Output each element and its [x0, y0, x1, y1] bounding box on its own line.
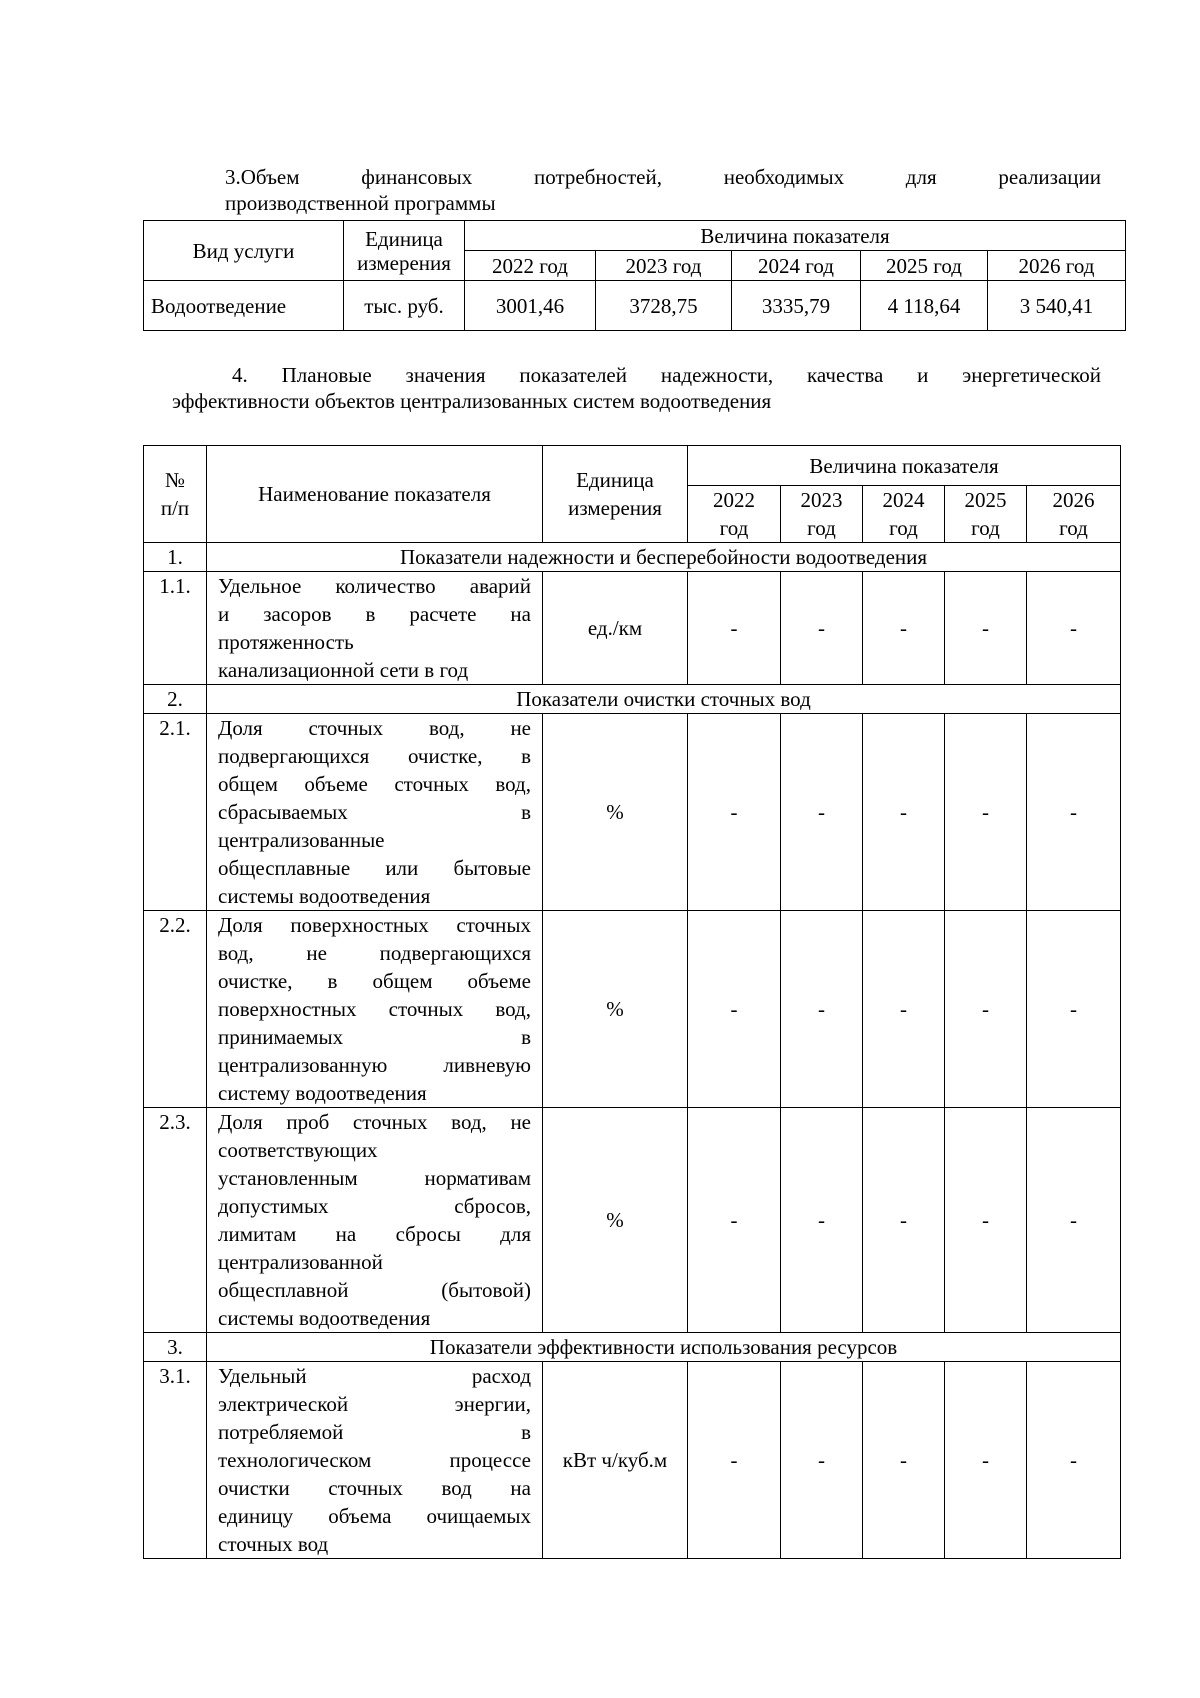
indicator-name-line: Доля сточных вод, не — [218, 716, 531, 740]
year-header: 2024 год — [732, 251, 861, 281]
value-cell: 4 118,64 — [861, 281, 988, 331]
indicator-name-line: технологическом процессе — [218, 1448, 531, 1472]
financial-needs-table — [143, 220, 1126, 331]
indicator-name-line: допустимых сбросов, — [218, 1194, 531, 1218]
indicator-name-line: сточных вод — [218, 1532, 329, 1556]
indicator-name-line: общем объеме сточных вод, — [218, 772, 531, 796]
section-3-heading-line-1: 3.Объем финансовых потребностей, необходимых для реализации — [225, 165, 1101, 189]
unit-header — [344, 221, 465, 281]
section-4-heading-line-1: 4. Плановые значения показателей надежности, качества и энергетической — [232, 363, 1101, 387]
table-row — [144, 1362, 1121, 1559]
section-row — [144, 543, 1121, 572]
year-header: 2026 год — [988, 251, 1126, 281]
indicator-name-line: единицу объема очищаемых — [218, 1504, 531, 1528]
indicator-name-line: и засоров в расчете на — [218, 602, 531, 626]
value-cell: - — [688, 1362, 781, 1559]
table-row — [144, 714, 1121, 911]
section-number: 1. — [144, 543, 207, 572]
indicator-name-line: общесплавные или бытовые — [218, 856, 531, 880]
indicator-value-header: Величина показателя — [688, 446, 1121, 486]
indicator-name — [207, 1108, 543, 1333]
unit-cell: тыс. руб. — [344, 281, 465, 331]
year-suffix: год — [719, 516, 749, 540]
unit-cell: кВт ч/куб.м — [543, 1362, 688, 1559]
row-number: 2.1. — [144, 714, 207, 911]
year-suffix: год — [889, 516, 918, 540]
value-cell: - — [781, 1108, 863, 1333]
indicator-name-line: Доля поверхностных сточных — [218, 913, 531, 937]
section-title: Показатели эффективности использования ресурсов — [207, 1333, 1121, 1362]
year-number: 2022 — [713, 488, 755, 512]
service-cell: Водоотведение — [144, 281, 344, 331]
indicator-name-line: поверхностных сточных вод, — [218, 997, 531, 1021]
value-cell: - — [945, 1362, 1027, 1559]
unit-header-line-1: Единица — [365, 226, 443, 251]
indicator-name-line: вод, не подвергающихся — [218, 941, 531, 965]
value-cell: - — [688, 1108, 781, 1333]
section-4-heading — [172, 362, 1101, 414]
year-header: 2022 год — [465, 251, 596, 281]
value-cell: - — [945, 572, 1027, 685]
service-type-header: Вид услуги — [144, 221, 344, 281]
indicator-name-line: канализационной сети в год — [218, 658, 469, 682]
value-cell: - — [863, 572, 945, 685]
indicator-name-line: систему водоотведения — [218, 1081, 427, 1105]
year-header — [781, 486, 863, 543]
indicator-name — [207, 714, 543, 911]
value-cell: - — [945, 714, 1027, 911]
indicator-name-line: очистке, в общем объеме — [218, 969, 531, 993]
value-cell: - — [863, 1108, 945, 1333]
section-title: Показатели надежности и бесперебойности водоотведения — [207, 543, 1121, 572]
year-number: 2026 — [1052, 488, 1095, 512]
indicator-name-line: централизованной — [218, 1250, 383, 1274]
section-row — [144, 685, 1121, 714]
indicator-name-line: Удельное количество аварий — [218, 574, 531, 598]
section-4-heading-line-2: эффективности объектов централизованных систем водоотведения — [172, 389, 772, 413]
indicator-name-line: установленным нормативам — [218, 1166, 531, 1190]
value-cell: - — [781, 714, 863, 911]
year-number: 2025 — [964, 488, 1007, 512]
table-row — [144, 572, 1121, 685]
value-cell: - — [781, 572, 863, 685]
value-cell: 3335,79 — [732, 281, 861, 331]
indicator-name-line: системы водоотведения — [218, 1306, 431, 1330]
year-header: 2025 год — [861, 251, 988, 281]
indicator-value-header: Величина показателя — [465, 221, 1126, 251]
row-number: 2.3. — [144, 1108, 207, 1333]
value-cell: - — [1027, 1362, 1121, 1559]
section-3-heading-line-2: производственной программы — [225, 191, 496, 215]
indicator-name-line: Доля проб сточных вод, не — [218, 1110, 531, 1134]
value-cell: - — [1027, 714, 1121, 911]
row-number: 3.1. — [144, 1362, 207, 1559]
value-cell: - — [1027, 1108, 1121, 1333]
value-cell: - — [945, 911, 1027, 1108]
value-cell: - — [688, 714, 781, 911]
value-cell: - — [945, 1108, 1027, 1333]
indicator-name-line: очистки сточных вод на — [218, 1476, 531, 1500]
indicator-name-line: централизованную ливневую — [218, 1053, 531, 1077]
number-header — [144, 446, 207, 543]
section-3-heading — [225, 164, 1101, 216]
value-cell: - — [688, 911, 781, 1108]
unit-header-line-2: измерения — [568, 496, 662, 520]
year-suffix: год — [971, 516, 1000, 540]
indicator-name-line: потребляемой в — [218, 1420, 531, 1444]
indicator-name — [207, 1362, 543, 1559]
unit-header — [543, 446, 688, 543]
value-cell: - — [1027, 911, 1121, 1108]
indicator-name-line: электрической энергии, — [218, 1392, 531, 1416]
unit-cell: % — [543, 714, 688, 911]
value-cell: - — [863, 1362, 945, 1559]
value-cell: - — [688, 572, 781, 685]
indicator-name — [207, 572, 543, 685]
row-number: 2.2. — [144, 911, 207, 1108]
year-header: 2023 год — [596, 251, 732, 281]
table-row — [144, 911, 1121, 1108]
number-header-line-2: п/п — [160, 496, 190, 520]
value-cell: 3728,75 — [596, 281, 732, 331]
year-header — [945, 486, 1027, 543]
year-number: 2023 — [800, 488, 843, 512]
value-cell: - — [863, 911, 945, 1108]
section-row — [144, 1333, 1121, 1362]
unit-header-line-2: измерения — [357, 250, 451, 275]
indicators-table — [143, 445, 1121, 1559]
row-number: 1.1. — [144, 572, 207, 685]
indicator-name-line: протяженность — [218, 630, 354, 654]
table-row — [144, 281, 1126, 331]
year-header — [1027, 486, 1121, 543]
indicator-name — [207, 911, 543, 1108]
value-cell: - — [781, 1362, 863, 1559]
indicator-name-line: централизованные — [218, 828, 385, 852]
indicator-name-line: системы водоотведения — [218, 884, 431, 908]
unit-cell: % — [543, 1108, 688, 1333]
year-suffix: год — [1059, 516, 1088, 540]
value-cell: - — [863, 714, 945, 911]
unit-cell: % — [543, 911, 688, 1108]
table-row — [144, 1108, 1121, 1333]
indicator-name-line: лимитам на сбросы для — [218, 1222, 531, 1246]
indicator-name-line: общесплавной (бытовой) — [218, 1278, 531, 1302]
section-title: Показатели очистки сточных вод — [207, 685, 1121, 714]
unit-cell: ед./км — [543, 572, 688, 685]
year-header — [863, 486, 945, 543]
indicator-name-line: принимаемых в — [218, 1025, 531, 1049]
year-number: 2024 — [882, 488, 925, 512]
indicator-name-line: подвергающихся очистке, в — [218, 744, 531, 768]
year-suffix: год — [807, 516, 836, 540]
number-header-line-1: № — [164, 468, 186, 492]
value-cell: 3001,46 — [465, 281, 596, 331]
value-cell: 3 540,41 — [988, 281, 1126, 331]
section-number: 3. — [144, 1333, 207, 1362]
value-cell: - — [781, 911, 863, 1108]
value-cell: - — [1027, 572, 1121, 685]
indicator-name-line: Удельный расход — [218, 1364, 531, 1388]
section-number: 2. — [144, 685, 207, 714]
indicator-name-line: соответствующих — [218, 1138, 378, 1162]
indicator-name-header: Наименование показателя — [207, 446, 543, 543]
year-header — [688, 486, 781, 543]
indicator-name-line: сбрасываемых в — [218, 800, 531, 824]
unit-header-line-1: Единица — [576, 468, 654, 492]
